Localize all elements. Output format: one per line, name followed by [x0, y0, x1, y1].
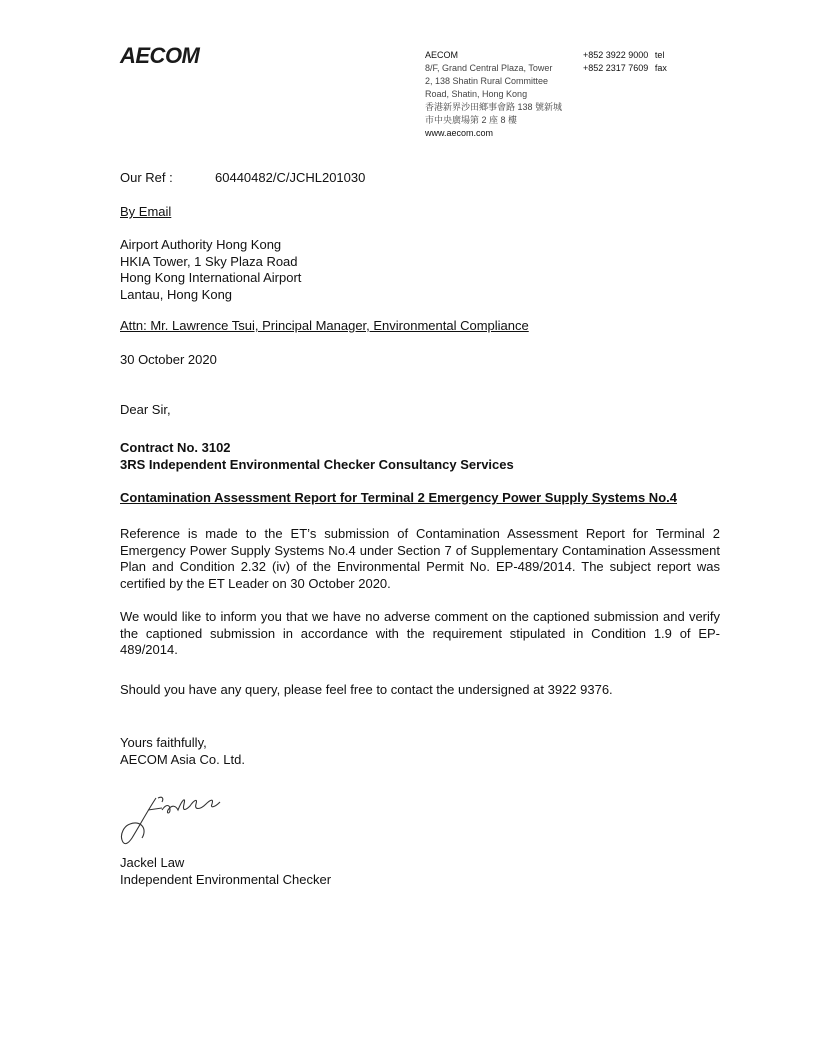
address-line: Road, Shatin, Hong Kong — [425, 89, 528, 99]
phone-line — [583, 49, 667, 62]
fax-number: +852 2317 7609 — [583, 63, 649, 73]
contract-number: Contract No. 3102 — [120, 440, 231, 455]
recipient-line: Hong Kong International Airport — [120, 270, 302, 285]
signature-icon — [118, 790, 228, 850]
attention-line: Attn: Mr. Lawrence Tsui, Principal Manager, Environmental Compliance — [120, 318, 529, 333]
subject-heading: Contamination Assessment Report for Terminal 2 Emergency Power Supply Systems No.4 — [120, 490, 677, 505]
letter-date: 30 October 2020 — [120, 352, 217, 367]
signatory-name: Jackel Law — [120, 855, 185, 870]
recipient-line: HKIA Tower, 1 Sky Plaza Road — [120, 253, 298, 269]
address-line: 2, 138 Shatin Rural Committee — [425, 76, 549, 86]
fax-line — [583, 62, 667, 75]
recipient-line: Airport Authority Hong Kong — [120, 237, 282, 252]
recipient-address — [120, 237, 301, 303]
address-line: 8/F, Grand Central Plaza, Tower — [425, 63, 553, 73]
contract-title: 3RS Independent Environmental Checker Consultancy Services — [120, 456, 514, 472]
valediction: Yours faithfully, — [120, 735, 207, 750]
delivery-method: By Email — [120, 204, 172, 219]
address-line: AECOM — [425, 50, 459, 60]
phone-label: tel — [654, 50, 665, 60]
address-line-chinese: 市中央廣場第 2 座 8 樓 — [425, 115, 518, 125]
recipient-line: Lantau, Hong Kong — [120, 286, 233, 302]
reference-label: Our Ref : — [120, 170, 173, 185]
body-paragraph: Should you have any query, please feel free to contact the undersigned at 3922 9376. — [120, 682, 613, 697]
fax-label: fax — [654, 63, 667, 73]
aecom-logo: AECOM — [120, 43, 200, 68]
address-line-chinese: 香港新界沙田鄉事會路 138 號新城 — [425, 102, 563, 112]
contact-numbers — [583, 49, 667, 75]
company-name: AECOM Asia Co. Ltd. — [120, 751, 245, 767]
phone-number: +852 3922 9000 — [583, 50, 649, 60]
reference-value: 60440482/C/JCHL201030 — [215, 170, 366, 185]
signatory-block — [120, 855, 331, 888]
signatory-title: Independent Environmental Checker — [120, 871, 332, 887]
reference-line — [120, 170, 366, 187]
contract-heading — [120, 440, 514, 473]
handwritten-signature — [118, 790, 228, 855]
body-paragraph: Reference is made to the ET’s submission of Contamination Assessment Report for Terminal 2 Emergency Power Supply Systems No.4 under Section 7 of Supplementary Contamination Assessment Plan and Condition 2.32 (iv) of the Environmental Permit No. EP-489/2014. The subject report was certified by the ET Leader on 30 October 2020. — [120, 526, 720, 591]
company-address — [425, 49, 562, 140]
closing-block — [120, 735, 245, 768]
salutation: Dear Sir, — [120, 402, 171, 417]
website-link[interactable]: www.aecom.com — [425, 128, 494, 138]
body-paragraph: We would like to inform you that we have no adverse comment on the captioned submission and verify the captioned submission in accordance with the requirement stipulated in Condition 1.9 of EP-489/2014. — [120, 609, 720, 657]
